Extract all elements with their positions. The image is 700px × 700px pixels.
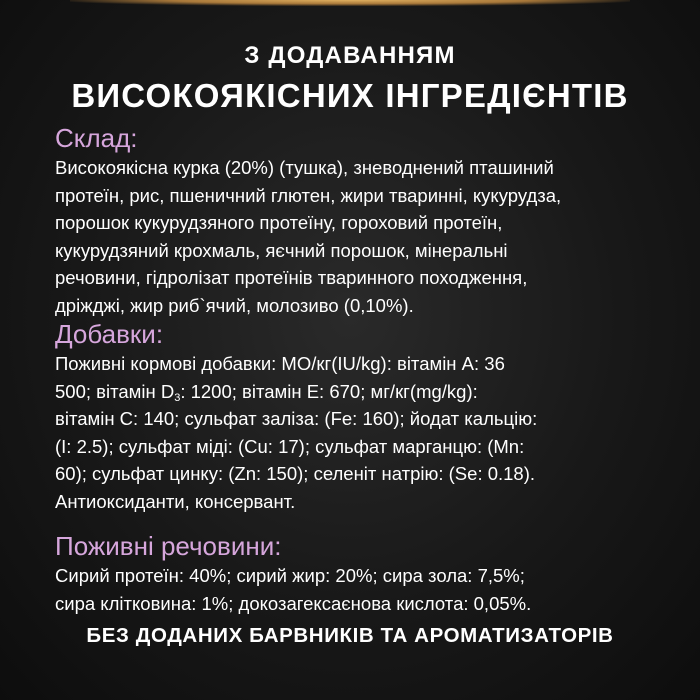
header-subtitle: З ДОДАВАННЯМ <box>244 42 456 69</box>
header-title: ВИСОКОЯКІСНИХ ІНГРЕДІЄНТІВ <box>71 77 629 114</box>
composition-line: Високоякісна курка (20%) (тушка), зневоднений пташиний <box>55 157 554 178</box>
additives-line: вітамін С: 140; сульфат заліза: (Fe: 160); йодат кальцію: <box>55 408 538 429</box>
additives-line: 60); сульфат цинку: (Zn: 150); селеніт натрію: (Se: 0.18). <box>55 463 536 484</box>
nutrients-section <box>55 530 675 617</box>
composition-text <box>55 154 675 319</box>
subscript-digit: 3 <box>174 391 181 404</box>
additives-line: Антиоксиданти, консервант. <box>55 490 296 512</box>
composition-line: порошок кукурудзяного протеїну, гороховий протеїн, <box>55 212 503 233</box>
nutrients-line: сира клітковина: 1%; докозагексаєнова кислота: 0,05%. <box>55 592 532 614</box>
additives-title: Добавки: <box>55 319 164 349</box>
composition-section <box>55 122 675 319</box>
header <box>0 42 700 116</box>
additives-section <box>55 318 675 515</box>
composition-title: Склад: <box>55 123 138 153</box>
composition-line: речовини, гідролізат протеїнів тваринного походження, <box>55 267 528 288</box>
additives-line: (I: 2.5); сульфат міді: (Cu: 17); сульфат марганцю: (Mn: <box>55 435 525 457</box>
composition-line: дріжджі, жир риб`ячий, молозиво (0,10%). <box>55 294 414 316</box>
nutrients-text <box>55 562 675 617</box>
additives-line: Поживні кормові добавки: МО/кг(IU/kg): вітамін А: 36 <box>55 353 505 374</box>
gold-accent-line <box>70 0 630 6</box>
composition-line: протеїн, рис, пшеничний глютен, жири тваринні, кукурудза, <box>55 184 562 206</box>
additives-line-part: : 1200; вітамін Е: 670; мг/кг(mg/kg): <box>180 380 478 402</box>
composition-line: кукурудзяний крохмаль, яєчний порошок, мінеральні <box>55 239 508 261</box>
footer-note: БЕЗ ДОДАНИХ БАРВНИКІВ ТА АРОМАТИЗАТОРІВ <box>86 624 614 647</box>
additives-line-part: 500; вітамін D <box>55 380 175 402</box>
nutrients-title: Поживні речовини: <box>55 531 282 561</box>
additives-text <box>55 350 675 515</box>
additives-line <box>55 378 675 406</box>
nutrients-line: Сирий протеїн: 40%; сирий жир: 20%; сира зола: 7,5%; <box>55 565 525 586</box>
